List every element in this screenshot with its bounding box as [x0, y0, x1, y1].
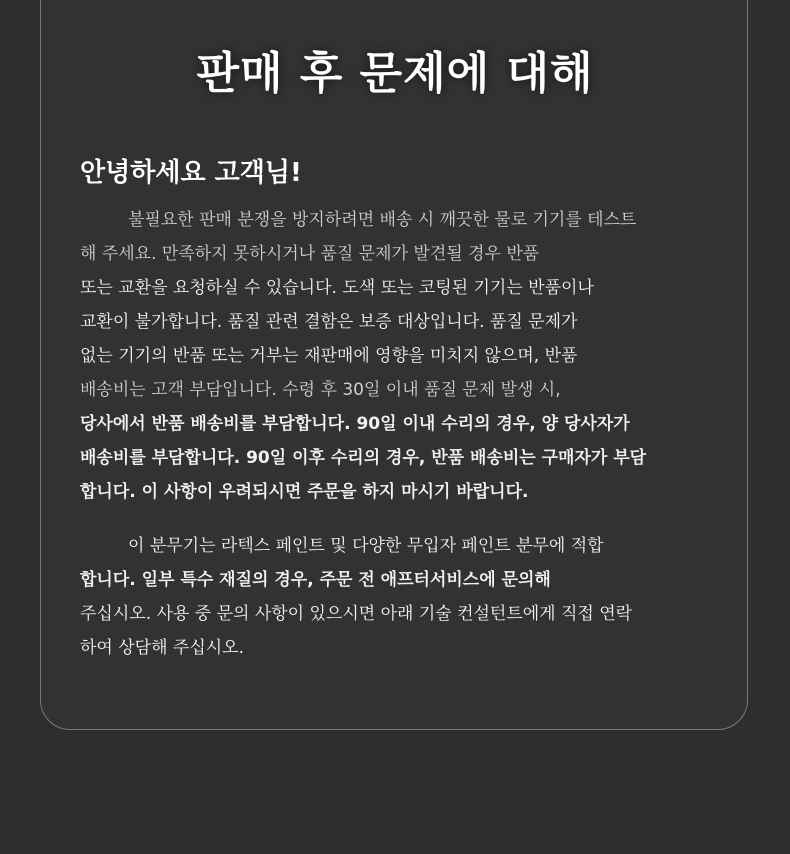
paragraph-line: 불필요한 판매 분쟁을 방지하려면 배송 시 깨끗한 물로 기기를 테스트 [128, 210, 637, 230]
paragraph-line: 주십시오. 사용 중 문의 사항이 있으시면 아래 기술 컨설턴트에게 직접 연락 [80, 604, 633, 624]
greeting-heading: 안녕하세요 고객님! [80, 158, 302, 188]
paragraph-line: 하여 상담해 주십시오. [80, 638, 245, 658]
paragraph-line: 배송비는 고객 부담입니다. 수령 후 30일 이내 품질 문제 발생 시, [80, 380, 561, 400]
paragraph-line: 교환이 불가합니다. 품질 관련 결함은 보증 대상입니다. 품질 문제가 [80, 312, 578, 332]
paragraph-line: 합니다. 일부 특수 재질의 경우, 주문 전 애프터서비스에 문의해 [80, 570, 551, 590]
page-title: 판매 후 문제에 대해 [196, 48, 594, 99]
paragraph-line: 이 분무기는 라텍스 페인트 및 다양한 무입자 페인트 분무에 적합 [128, 536, 604, 556]
paragraph-line: 배송비를 부담합니다. 90일 이후 수리의 경우, 반품 배송비는 구매자가 부담 [80, 448, 647, 468]
paragraph-line: 또는 교환을 요청하실 수 있습니다. 도색 또는 코팅된 기기는 반품이나 [80, 278, 594, 298]
paragraph-line: 해 주세요. 만족하지 못하시거나 품질 문제가 발견될 경우 반품 [80, 244, 540, 264]
paragraph-line: 당사에서 반품 배송비를 부담합니다. 90일 이내 수리의 경우, 양 당사자가 [80, 414, 630, 434]
paragraph-line: 합니다. 이 사항이 우려되시면 주문을 하지 마시기 바랍니다. [80, 482, 529, 502]
paragraph-line: 없는 기기의 반품 또는 거부는 재판매에 영향을 미치지 않으며, 반품 [80, 346, 578, 366]
notice-paragraph-2 [80, 529, 710, 665]
notice-paragraph-1 [80, 203, 710, 509]
